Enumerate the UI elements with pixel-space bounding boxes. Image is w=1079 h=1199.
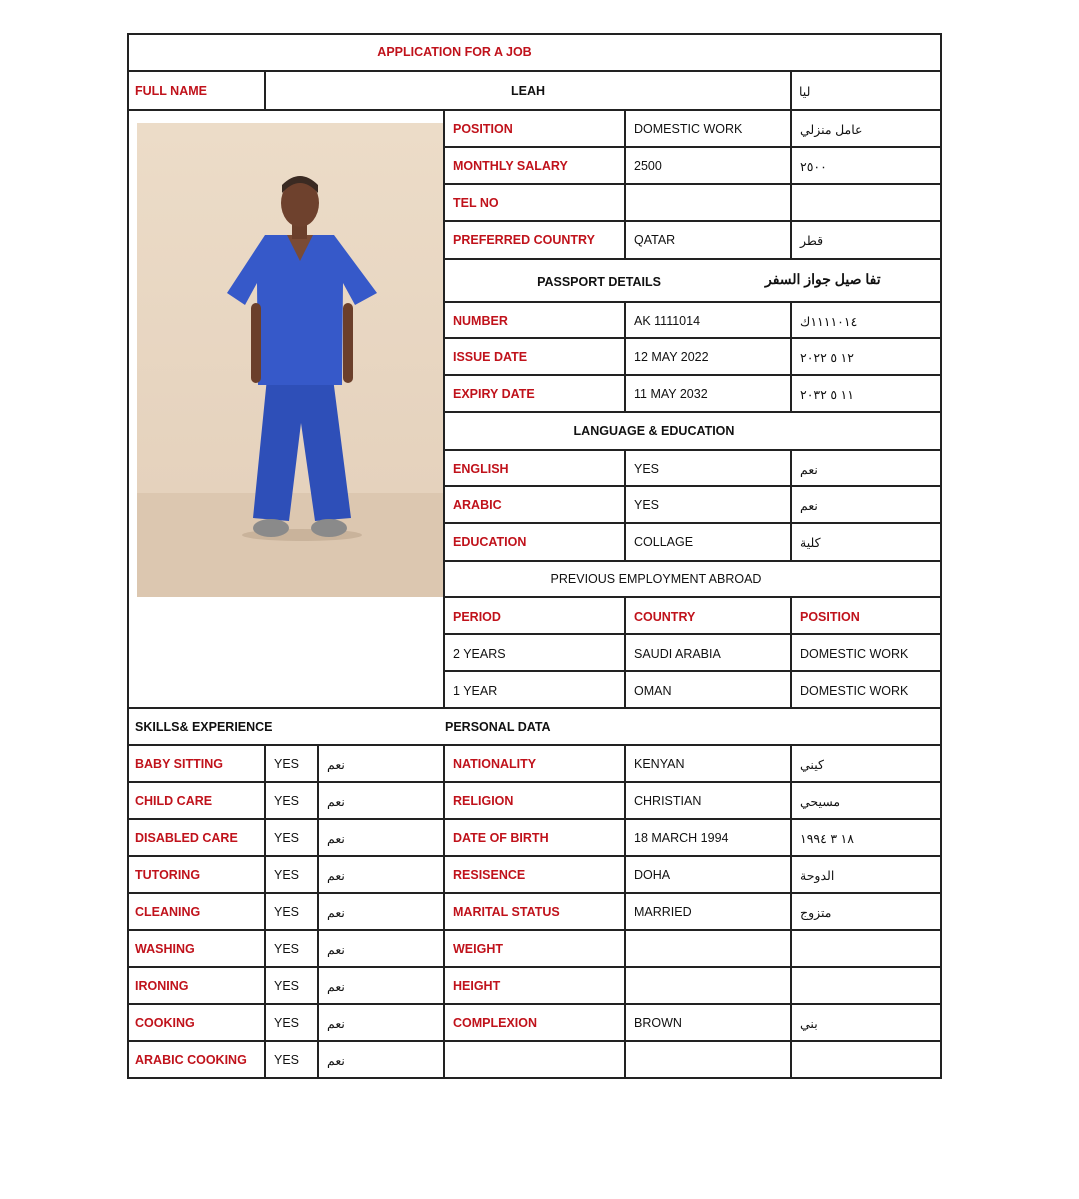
- info-row-4-value: QATAR: [634, 233, 676, 247]
- personal-row-2-label: RELIGION: [453, 794, 514, 808]
- skill-row-2-arabic: نعم: [327, 794, 345, 809]
- full-name-arabic: ليا: [799, 84, 811, 99]
- personal-row-5-arabic: متزوج: [800, 905, 832, 920]
- skill-row-1-arabic: نعم: [327, 757, 345, 772]
- personal-row-4-label: RESISENCE: [453, 868, 526, 882]
- skill-row-8-arabic: نعم: [327, 1016, 345, 1031]
- skill-row-5-label: CLEANING: [135, 905, 201, 919]
- applicant-photo: [137, 123, 443, 597]
- skill-row-7-label: IRONING: [135, 979, 189, 993]
- info-row-3-value: [626, 185, 791, 221]
- info-row-1-label: POSITION: [453, 122, 513, 136]
- personal-row-7-arabic: [792, 968, 942, 1004]
- language-row-3-value: COLLAGE: [634, 535, 694, 549]
- skill-row-6-label: WASHING: [135, 942, 195, 956]
- skill-row-4-arabic: نعم: [327, 868, 345, 883]
- language-row-3-label: EDUCATION: [453, 535, 527, 549]
- passport-row-1-value: AK 1111014: [634, 314, 701, 328]
- personal-row-3-arabic: ١٨ ٣ ١٩٩٤: [800, 831, 854, 846]
- personal-row-9-value: [626, 1042, 791, 1078]
- language-row-2-arabic: نعم: [800, 498, 818, 513]
- language-row-1-value: YES: [634, 462, 660, 476]
- info-row-2-label: MONTHLY SALARY: [453, 159, 568, 173]
- employment-row-1-position: DOMESTIC WORK: [800, 646, 909, 661]
- full-name-value: LEAH: [510, 84, 546, 98]
- language-row-1-label: ENGLISH: [453, 462, 509, 476]
- info-row-3-arabic: [792, 185, 942, 221]
- info-row-2-value: 2500: [634, 159, 662, 173]
- employment-row-2-country: OMAN: [634, 683, 672, 698]
- applicant-photo-illustration: [137, 123, 443, 597]
- skill-row-7-arabic: نعم: [327, 979, 345, 994]
- skill-row-9-label: ARABIC COOKING: [135, 1053, 247, 1067]
- language-row-2-label: ARABIC: [453, 498, 502, 512]
- skill-row-1-value: YES: [274, 757, 300, 771]
- passport-header: PASSPORT DETAILS: [537, 275, 661, 289]
- employment-row-2-period: 1 YEAR: [453, 683, 498, 698]
- personal-row-2-arabic: مسيحي: [800, 794, 841, 809]
- personal-row-6-arabic: [792, 931, 942, 967]
- skill-row-3-label: DISABLED CARE: [135, 831, 238, 845]
- skill-row-6-arabic: نعم: [327, 942, 345, 957]
- form-title: APPLICATION FOR A JOB: [377, 45, 532, 59]
- employment-col-country: COUNTRY: [634, 609, 696, 624]
- employment-row-1-period: 2 YEARS: [453, 646, 506, 661]
- personal-row-1-value: KENYAN: [634, 757, 685, 771]
- personal-row-1-arabic: كيني: [800, 757, 824, 772]
- passport-row-2-label: ISSUE DATE: [453, 350, 528, 364]
- personal-row-5-value: MARRIED: [634, 905, 692, 919]
- personal-row-2-value: CHRISTIAN: [634, 794, 702, 808]
- skill-row-6-value: YES: [274, 942, 300, 956]
- personal-header: PERSONAL DATA: [445, 720, 551, 734]
- personal-row-8-value: BROWN: [634, 1016, 682, 1030]
- passport-row-1-arabic: ١١١١٠١٤ك: [800, 314, 858, 329]
- skill-row-1-label: BABY SITTING: [135, 757, 223, 771]
- skill-row-9-arabic: نعم: [327, 1053, 345, 1068]
- passport-row-2-arabic: ١٢ ٥ ٢٠٢٢: [800, 350, 854, 365]
- full-name-label: FULL NAME: [135, 84, 207, 98]
- personal-row-1-label: NATIONALITY: [453, 757, 537, 771]
- language-row-3-arabic: كلية: [800, 535, 821, 550]
- skill-row-5-arabic: نعم: [327, 905, 345, 920]
- language-header: LANGUAGE & EDUCATION: [573, 424, 735, 438]
- info-row-1-arabic: عامل منزلي: [800, 122, 863, 137]
- skill-row-9-value: YES: [274, 1053, 300, 1067]
- employment-row-1-country: SAUDI ARABIA: [634, 646, 721, 661]
- passport-row-2-value: 12 MAY 2022: [634, 350, 709, 364]
- skill-row-7-value: YES: [274, 979, 300, 993]
- skills-header: SKILLS& EXPERIENCE: [135, 720, 273, 734]
- personal-row-9-arabic: [792, 1042, 942, 1078]
- skill-row-5-value: YES: [274, 905, 300, 919]
- skill-row-8-label: COOKING: [135, 1016, 195, 1030]
- personal-row-4-arabic: الدوحة: [800, 868, 835, 883]
- info-row-3-label: TEL NO: [453, 196, 499, 210]
- passport-row-3-arabic: ١١ ٥ ٢٠٣٢: [800, 387, 854, 402]
- passport-header-arabic: تفا صيل جواز السفر: [765, 270, 881, 287]
- employment-header: PREVIOUS EMPLOYMENT ABROAD: [550, 572, 762, 586]
- skill-row-3-arabic: نعم: [327, 831, 345, 846]
- info-row-1-value: DOMESTIC WORK: [634, 122, 743, 136]
- personal-row-5-label: MARITAL STATUS: [453, 905, 560, 919]
- personal-row-3-label: DATE OF BIRTH: [453, 831, 549, 845]
- employment-col-position: POSITION: [800, 609, 860, 624]
- personal-row-7-label: HEIGHT: [453, 979, 501, 993]
- personal-row-8-arabic: بني: [800, 1016, 818, 1031]
- personal-row-9-label: [445, 1042, 625, 1078]
- personal-row-8-label: COMPLEXION: [453, 1016, 538, 1030]
- personal-row-6-label: WEIGHT: [453, 942, 503, 956]
- passport-row-3-label: EXPIRY DATE: [453, 387, 535, 401]
- info-row-4-label: PREFERRED COUNTRY: [453, 233, 595, 247]
- skill-row-2-value: YES: [274, 794, 300, 808]
- skill-row-3-value: YES: [274, 831, 300, 845]
- passport-row-3-value: 11 MAY 2032: [634, 387, 708, 401]
- application-form: [127, 33, 942, 1079]
- skill-row-4-value: YES: [274, 868, 300, 882]
- personal-row-6-value: [626, 931, 791, 967]
- skill-row-2-label: CHILD CARE: [135, 794, 213, 808]
- passport-row-1-label: NUMBER: [453, 314, 508, 328]
- language-row-2-value: YES: [634, 498, 660, 512]
- info-row-2-arabic: ٢٥٠٠: [800, 159, 827, 174]
- skill-row-4-label: TUTORING: [135, 868, 201, 882]
- skill-row-8-value: YES: [274, 1016, 300, 1030]
- employment-col-period: PERIOD: [453, 609, 501, 624]
- personal-row-7-value: [626, 968, 791, 1004]
- info-row-4-arabic: قطر: [800, 233, 824, 248]
- employment-row-2-position: DOMESTIC WORK: [800, 683, 909, 698]
- language-row-1-arabic: نعم: [800, 462, 818, 477]
- personal-row-3-value: 18 MARCH 1994: [634, 831, 729, 845]
- personal-row-4-value: DOHA: [634, 868, 671, 882]
